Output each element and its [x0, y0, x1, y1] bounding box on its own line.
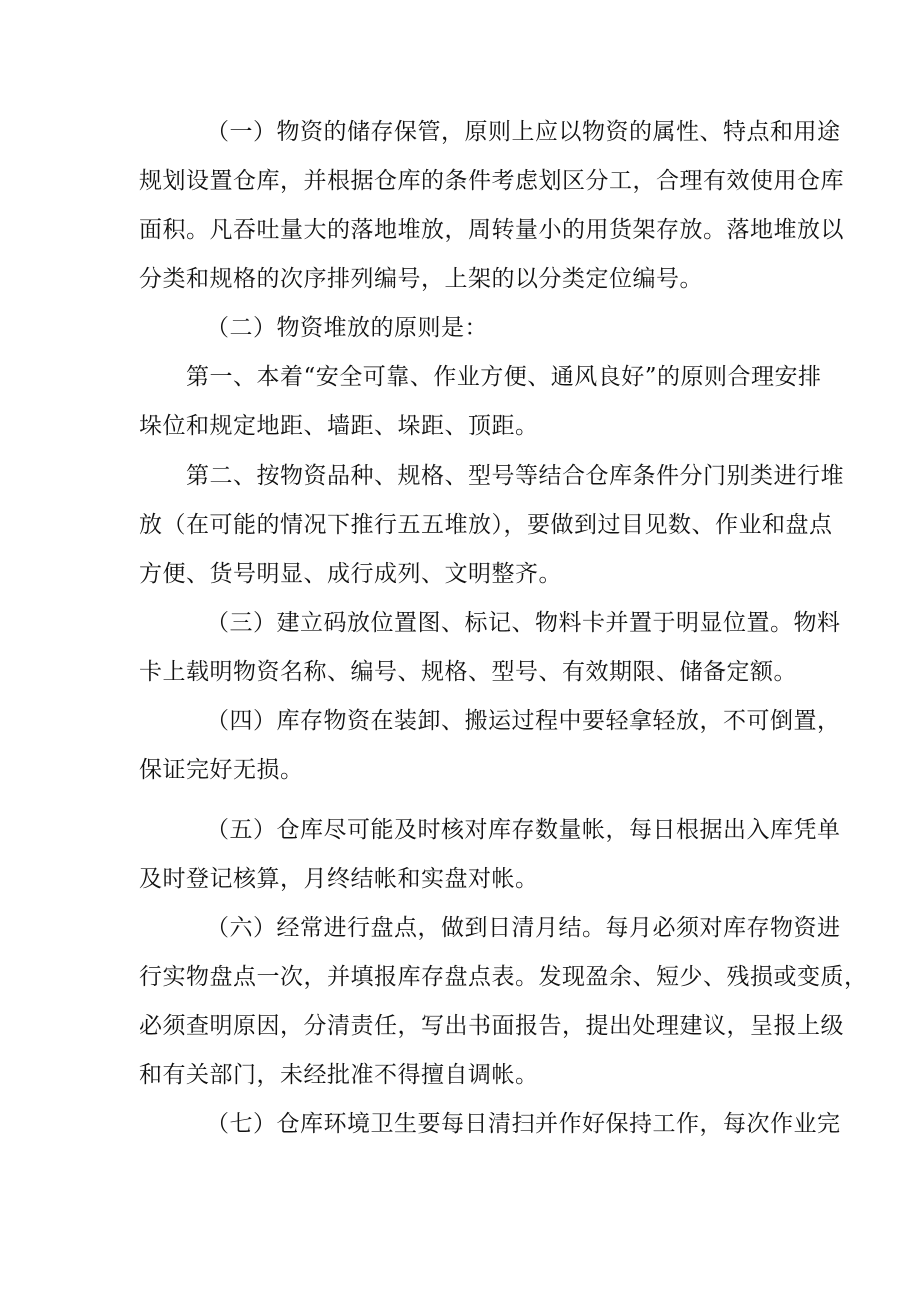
paragraph-9-line-1: （七）仓库环境卫生要每日清扫并作好保持工作，每次作业完 [206, 1111, 841, 1137]
paragraph-1-line-1: （一）物资的储存保管，原则上应以物资的属性、特点和用途 [206, 119, 841, 145]
paragraph-6-line-2: 保证完好无损。 [139, 757, 304, 783]
paragraph-1-line-3: 面积。凡吞吐量大的落地堆放，周转量小的用货架存放。落地堆放以 [139, 217, 844, 243]
paragraph-4-line-1: 第二、按物资品种、规格、型号等结合仓库条件分门别类进行堆 [186, 463, 844, 489]
paragraph-1-line-4: 分类和规格的次序排列编号，上架的以分类定位编号。 [139, 266, 703, 292]
paragraph-8-line-2: 行实物盘点一次，并填报库存盘点表。发现盈余、短少、残损或变质， [139, 964, 868, 990]
paragraph-8-line-4: 和有关部门，未经批准不得擅自调帐。 [139, 1062, 539, 1088]
paragraph-8-line-3: 必须查明原因，分清责任，写出书面报告，提出处理建议，呈报上级 [139, 1013, 844, 1039]
paragraph-8-line-1: （六）经常进行盘点，做到日清月结。每月必须对库存物资进 [206, 915, 841, 941]
paragraph-3-line-2: 垛位和规定地距、墙距、垛距、顶距。 [139, 413, 539, 439]
paragraph-5-line-1: （三）建立码放位置图、标记、物料卡并置于明显位置。物料 [206, 610, 841, 636]
paragraph-4-line-2: 放（在可能的情况下推行五五堆放），要做到过目见数、作业和盘点 [139, 512, 833, 538]
paragraph-2-line-1: （二）物资堆放的原则是： [206, 315, 488, 341]
paragraph-7-line-2: 及时登记核算，月终结帐和实盘对帐。 [139, 866, 539, 892]
paragraph-6-line-1: （四）库存物资在装卸、搬运过程中要轻拿轻放，不可倒置， [206, 708, 841, 734]
paragraph-1-line-2: 规划设置仓库，并根据仓库的条件考虑划区分工，合理有效使用仓库 [139, 168, 844, 194]
paragraph-5-line-2: 卡上载明物资名称、编号、规格、型号、有效期限、储备定额。 [139, 659, 797, 685]
paragraph-3-line-1: 第一、本着“安全可靠、作业方便、通风良好”的原则合理安排 [186, 364, 822, 390]
paragraph-4-line-3: 方便、货号明显、成行成列、文明整齐。 [139, 561, 562, 587]
paragraph-7-line-1: （五）仓库尽可能及时核对库存数量帐，每日根据出入库凭单 [206, 817, 841, 843]
